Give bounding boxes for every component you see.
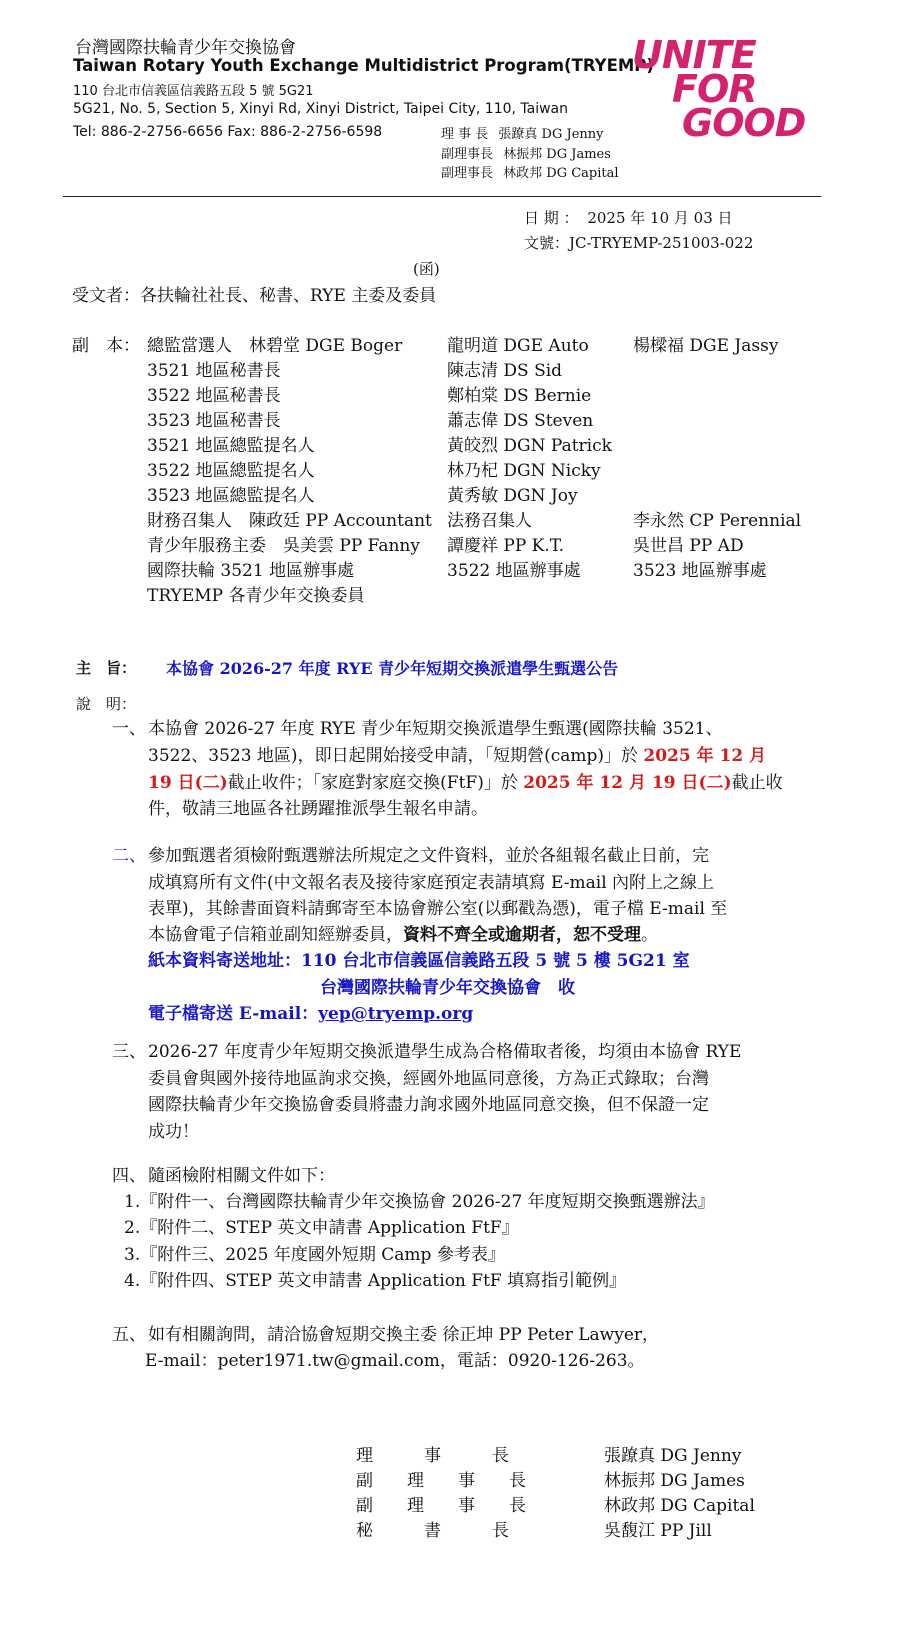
signature-name: 張蹽真 DG Jenny <box>604 1446 742 1466</box>
item-1-line: 件，敬請三地區各社踴躍推派學生報名申請。 <box>148 799 488 819</box>
cc-entry: 3522 地區辦事處 <box>447 561 581 581</box>
header-divider <box>63 196 821 197</box>
item-1-text: 截止收 <box>731 773 783 793</box>
item-2-line: 表單)，其餘書面資料請郵寄至本協會辦公室(以郵戳為憑)，電子檔 E-mail 至 <box>148 899 728 919</box>
deadline-date: 19 日(二) <box>148 773 228 793</box>
cc-entry: 龍明道 DGE Auto <box>447 336 589 356</box>
cc-entry: 黃皎烈 DGN Patrick <box>447 436 612 456</box>
item-1-number: 一、 <box>112 719 146 739</box>
cc-entry: 林乃杞 DGN Nicky <box>447 461 601 481</box>
attachment-item: 3.『附件三、2025 年度國外短期 Camp 參考表』 <box>124 1245 505 1265</box>
item-3-line: 成功！ <box>148 1122 199 1142</box>
item-2-text: 本協會電子信箱並副知經辦委員， <box>148 925 403 945</box>
cc-entry: 鄭柏棠 DS Bernie <box>447 386 592 406</box>
address-en: 5G21, No. 5, Section 5, Xinyi Rd, Xinyi District, Taipei City, 110, Taiwan <box>73 101 569 117</box>
item-2-line: 參加甄選者須檢附甄選辦法所規定之文件資料，並於各組報名截止日前，完 <box>148 846 709 866</box>
item-1-line <box>148 770 783 797</box>
signature-title: 副 理 事 長 <box>356 1496 526 1516</box>
subject-label: 主 旨： <box>76 659 137 677</box>
signature-name: 吳馥江 PP Jill <box>604 1521 712 1541</box>
cc-entry: 國際扶輪 3521 地區辦事處 <box>147 561 355 581</box>
officer-row <box>441 162 619 181</box>
officer-name: 張蹽真 DG Jenny <box>498 127 604 142</box>
cc-entry: 蕭志偉 DS Steven <box>447 411 594 431</box>
cc-entry: 3523 地區總監提名人 <box>147 486 315 506</box>
officer-row <box>441 143 611 162</box>
logo-line: FOR <box>672 67 757 111</box>
item-4-number: 四、 <box>112 1166 146 1186</box>
subject-text: 本協會 2026-27 年度 RYE 青少年短期交換派遣學生甄選公告 <box>166 659 619 678</box>
cc-entry: 3522 地區秘書長 <box>147 386 281 406</box>
email-label: 電子檔寄送 E-mail： <box>148 1004 319 1024</box>
cc-entry: 總監當選人 林碧堂 DGE Boger <box>147 336 403 356</box>
recipient: 受文者：各扶輪社社長、秘書、RYE 主委及委員 <box>72 286 437 306</box>
item-3-line: 委員會與國外接待地區詢求交換，經國外地區同意後，方為正式錄取；台灣 <box>148 1069 709 1089</box>
item-1-line: 本協會 2026-27 年度 RYE 青少年短期交換派遣學生甄選(國際扶輪 3521、 <box>148 719 723 739</box>
mail-address: 紙本資料寄送地址：110 台北市信義區信義路五段 5 號 5 樓 5G21 室 <box>148 951 690 971</box>
doc-number-line <box>524 232 753 253</box>
item-2-number: 二、 <box>112 846 146 866</box>
item-2-line <box>148 922 658 949</box>
org-name-en: Taiwan Rotary Youth Exchange Multidistrict Program(TRYEMP) <box>73 56 654 75</box>
cc-entry: 李永然 CP Perennial <box>633 511 802 531</box>
doc-number-label: 文號： <box>524 234 570 252</box>
cc-entry: 譚慶祥 PP K.T. <box>447 536 565 556</box>
officer-row <box>441 123 603 142</box>
cc-entry: 法務召集人 <box>447 511 532 531</box>
signature-title: 秘 書 長 <box>356 1521 509 1541</box>
cc-entry: 陳志清 DS Sid <box>447 361 563 381</box>
logo-line: GOOD <box>682 101 806 145</box>
officer-name: 林振邦 DG James <box>503 147 611 162</box>
item-3-line: 國際扶輪青少年交換協會委員將盡力詢求國外地區同意交換，但不保證一定 <box>148 1095 709 1115</box>
cc-entry: 楊樑福 DGE Jassy <box>633 336 779 356</box>
cc-entry: 吳世昌 PP AD <box>633 536 744 556</box>
signature-title: 理 事 長 <box>356 1446 509 1466</box>
explain-label: 說 明： <box>76 695 137 713</box>
officer-name: 林政邦 DG Capital <box>503 166 619 181</box>
doc-number-value: JC-TRYEMP-251003-022 <box>569 234 754 252</box>
unite-for-good-logo <box>632 33 820 145</box>
letter-type: (函) <box>413 260 440 278</box>
cc-entry: 青少年服務主委 吳美雲 PP Fanny <box>147 536 420 556</box>
cc-entry: 3523 地區秘書長 <box>147 411 281 431</box>
signature-name: 林政邦 DG Capital <box>604 1496 755 1516</box>
logo-line: UNITE <box>632 33 756 77</box>
officer-title: 副理事長 <box>441 147 494 162</box>
signature-title: 副 理 事 長 <box>356 1471 526 1491</box>
signature-name: 林振邦 DG James <box>604 1471 745 1491</box>
item-1-line <box>148 743 766 770</box>
deadline-date: 2025 年 12 月 <box>643 746 767 766</box>
item-4-heading: 隨函檢附相關文件如下： <box>148 1166 335 1186</box>
cc-entry: 3521 地區總監提名人 <box>147 436 315 456</box>
officer-title: 理 事 長 <box>441 127 489 142</box>
rejection-notice: 資料不齊全或逾期者，恕不受理 <box>403 925 641 945</box>
tel-fax: Tel: 886-2-2756-6656 Fax: 886-2-2756-6598 <box>73 124 383 140</box>
email-link[interactable]: yep@tryemp.org <box>318 1004 474 1024</box>
item-1-text: 截止收件；「家庭對家庭交換(FtF)」於 <box>227 773 524 793</box>
date-line <box>524 207 733 228</box>
deadline-date: 2025 年 12 月 19 日(二) <box>523 773 732 793</box>
cc-entry: TRYEMP 各青少年交換委員 <box>147 586 365 606</box>
item-5-line: 如有相關詢問，請洽協會短期交換主委 徐正坤 PP Peter Lawyer， <box>148 1325 660 1345</box>
cc-entry: 黃秀敏 DGN Joy <box>447 486 578 506</box>
attachment-item: 2.『附件二、STEP 英文申請書 Application FtF』 <box>124 1218 519 1238</box>
officer-title: 副理事長 <box>441 166 494 181</box>
item-3-number: 三、 <box>112 1042 146 1062</box>
email-line <box>148 1001 473 1028</box>
mail-recipient: 台灣國際扶輪青少年交換協會 收 <box>320 978 575 998</box>
cc-entry: 3523 地區辦事處 <box>633 561 767 581</box>
cc-label: 副 本： <box>72 336 140 356</box>
date-value: 2025 年 10 月 03 日 <box>587 209 733 227</box>
cc-entry: 3522 地區總監提名人 <box>147 461 315 481</box>
attachment-item: 1.『附件一、台灣國際扶輪青少年交換協會 2026-27 年度短期交換甄選辦法』 <box>124 1192 715 1212</box>
date-label: 日 期 ： <box>524 209 579 227</box>
cc-entry: 3521 地區秘書長 <box>147 361 281 381</box>
item-5-number: 五、 <box>112 1325 146 1345</box>
attachment-item: 4.『附件四、STEP 英文申請書 Application FtF 填寫指引範例』 <box>124 1271 627 1291</box>
item-1-text: 3522、3523 地區)，即日起開始接受申請，「短期營(camp)」於 <box>148 746 644 766</box>
item-2-text: 。 <box>641 925 658 945</box>
item-5-line: E-mail：peter1971.tw@gmail.com，電話：0920-126-263。 <box>145 1351 645 1371</box>
item-3-line: 2026-27 年度青少年短期交換派遣學生成為合格備取者後，均須由本協會 RYE <box>148 1042 742 1062</box>
org-name-zh: 台灣國際扶輪青少年交換協會 <box>75 38 296 58</box>
item-2-line: 成填寫所有文件(中文報名表及接待家庭預定表請填寫 E-mail 內附上之線上 <box>148 873 715 893</box>
cc-entry: 財務召集人 陳政廷 PP Accountant <box>147 511 432 531</box>
address-zh: 110 台北市信義區信義路五段 5 號 5G21 <box>73 84 314 99</box>
